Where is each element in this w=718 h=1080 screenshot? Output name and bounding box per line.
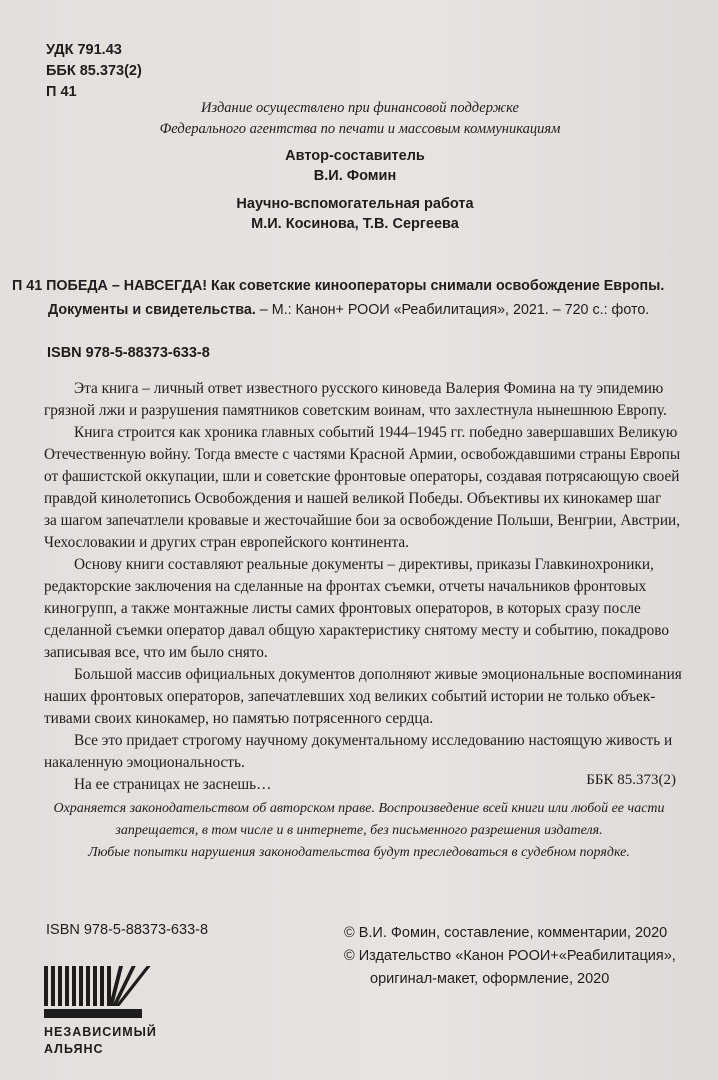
annotation-line: Книга строится как хроника главных событий 1944–1945 гг. победно завершавших Великую <box>74 424 678 441</box>
catalog-codes <box>46 40 142 103</box>
annotation-line: На ее страницах не заснешь… <box>74 776 272 793</box>
logo-line-1: НЕЗАВИСИМЫЙ <box>44 1025 157 1039</box>
bib-title-line: ПОБЕДА – НАВСЕГДА! Как советские кинооператоры снимали освобождение Европы. <box>46 278 665 294</box>
annotation-line: Эта книга – личный ответ известного русского киноведа Валерия Фомина на ту эпидемию <box>74 380 664 397</box>
isbn-bottom: ISBN 978-5-88373-633-8 <box>46 922 209 938</box>
bib-subtitle: Документы и свидетельства. <box>48 302 256 318</box>
annotation-line: Отечественную войну. Тогда вместе с частями Красной Армии, освобождавшими страны Европы <box>44 446 681 463</box>
annotation <box>44 378 714 796</box>
author-role: Автор-составитель <box>285 148 425 164</box>
bbk-bottom: ББК 85.373(2) <box>586 772 676 788</box>
index-code: П 41 <box>46 84 77 100</box>
copyright-line-1: © В.И. Фомин, составление, комментарии, 2020 <box>344 925 668 941</box>
copyright-holders <box>344 922 676 991</box>
annotation-line: Все это придает строгому научному документальному исследованию настоящую живость и <box>74 732 673 749</box>
annotation-line: Чехословакии и других стран европейского континента. <box>44 534 410 551</box>
annotation-line: накаленную эмоциональность. <box>44 754 245 771</box>
annotation-line: наших фронтовых операторов, запечатлевших ход великих событий истории не только объек- <box>44 688 656 705</box>
bibliographic-record <box>12 274 664 322</box>
support-note <box>100 98 620 140</box>
annotation-line: правдой кинолетопись Освобождения и нашей великой Победы. Объективы их кинокамер шаг <box>44 490 662 507</box>
copyright-notice <box>0 798 718 864</box>
research-names: М.И. Косинова, Т.В. Сергеева <box>251 216 459 232</box>
annotation-line: Большой массив официальных документов дополняют живые эмоциональные воспоминания <box>74 666 682 683</box>
isbn-top: ISBN 978-5-88373-633-8 <box>47 345 210 361</box>
annotation-line: грязной лжи и разрушения памятников советским воинам, что захлестнула нынешнюю Европу. <box>44 402 667 419</box>
research-role: Научно-вспомогательная работа <box>236 196 474 212</box>
annotation-line: сделанной съемки оператор давал общую характеристику снятому месту и событию, покадрово <box>44 622 670 639</box>
support-line-2: Федерального агентства по печати и массовым коммуникациям <box>159 121 561 137</box>
udk-code: УДК 791.43 <box>46 42 122 58</box>
support-line-1: Издание осуществлено при финансовой поддержке <box>201 100 519 116</box>
annotation-line: редакторские заключения на сделанные на фронтах съемки, отчеты начальников фронтовых <box>44 578 647 595</box>
logo-line-2: АЛЬЯНС <box>44 1042 104 1056</box>
notice-line-2: запрещается, в том числе и в интернете, без письменного разрешения издателя. <box>115 823 603 838</box>
annotation-line: от фашистской оккупации, шли и советские фронтовые операторы, создавая потрясающую своей <box>44 468 680 485</box>
notice-line-3: Любые попытки нарушения законодательства будут преследоваться в судебном порядке. <box>88 845 630 860</box>
annotation-line: записывая все, что им было снято. <box>44 644 268 661</box>
bib-imprint: – М.: Канон+ РООИ «Реабилитация», 2021. – 720 с.: фото. <box>255 302 650 318</box>
bib-index-code: П 41 <box>12 278 43 294</box>
copyright-line-3: оригинал-макет, оформление, 2020 <box>370 971 610 987</box>
copyright-line-2: © Издательство «Канон РООИ+«Реабилитация», <box>344 948 676 964</box>
annotation-line: киногрупп, а также монтажные листы самих фронтовых операторов, в которых сразу после <box>44 600 641 617</box>
annotation-line: Основу книги составляют реальные документы – директивы, приказы Главкинохроники, <box>74 556 654 573</box>
annotation-line: тивами своих кинокамер, но памятью потрясенного сердца. <box>44 710 434 727</box>
notice-line-1: Охраняется законодательством об авторском праве. Воспроизведение всей книги или любой ее части <box>53 801 665 816</box>
credits-block <box>190 146 520 234</box>
publisher-logo-icon <box>44 958 142 1018</box>
author-name: В.И. Фомин <box>313 168 397 184</box>
bbk-code: ББК 85.373(2) <box>46 63 142 79</box>
annotation-line: за шагом запечатлели кровавые и жесточайшие бои за освобождение Польши, Венгрии, Австрии, <box>44 512 681 529</box>
